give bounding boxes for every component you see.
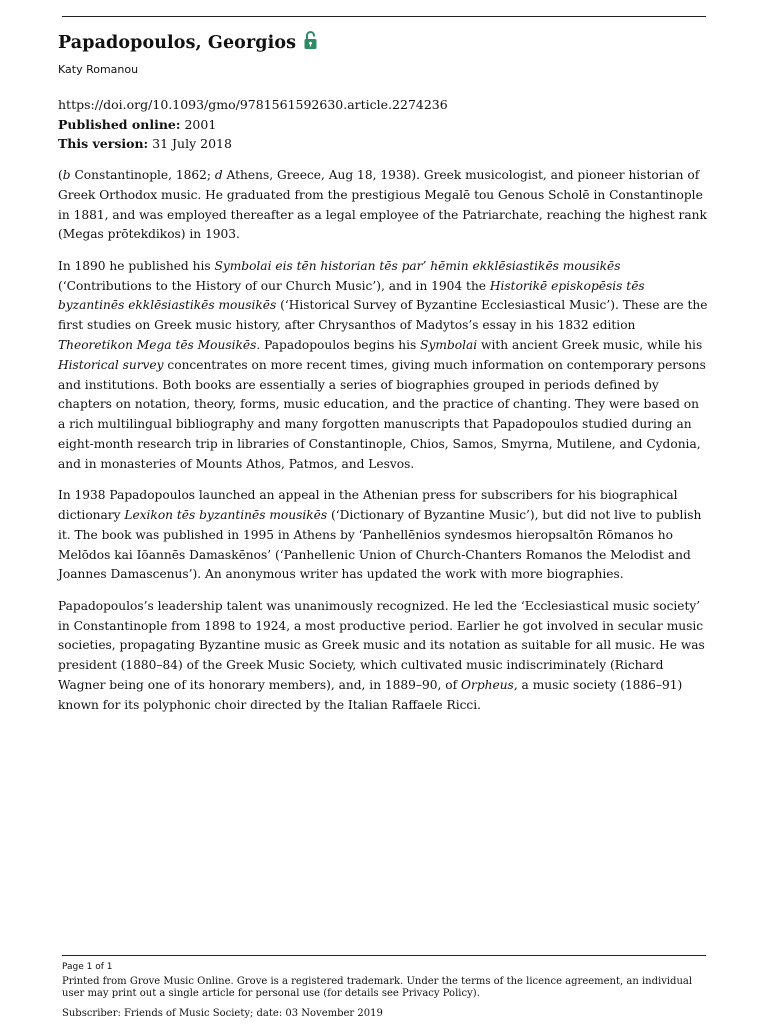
article-meta [58, 95, 448, 154]
text-span: (‘Historical Survey of Byzantine Ecclesiastical Music’). These are the first studies on Greek music history, after Chrysanthos of Madytos’s essay in his 1832 edition [58, 298, 708, 333]
italic-title: Lexikon tēs byzantinēs mousikēs [124, 507, 328, 522]
italic-title: Historikē episkopēsis tēs byzantinēs ekklēsiastikēs mousikēs [58, 278, 645, 313]
italic-title: Symbolai [420, 337, 478, 352]
author-name: Katy Romanou [58, 63, 139, 76]
article-title: Papadopoulos, Georgios [58, 33, 297, 53]
version-value: 31 July 2018 [152, 136, 232, 151]
article-body [58, 166, 710, 727]
text-span: , a music society (1886–91) known for its polyphonic choir directed by the Italian Raffaele Ricci. [58, 677, 683, 712]
subscriber-info: Subscriber: Friends of Music Society; date: 03 November 2019 [62, 1008, 383, 1019]
italic-title: Historical survey [58, 357, 164, 372]
paragraph-2 [58, 257, 710, 475]
text-span: In 1890 he published his [58, 258, 215, 273]
published-label: Published online: [58, 116, 181, 132]
text-span: In 1938 Papadopoulos launched an appeal in the Athenian press for subscribers for his biographical dictionary [58, 488, 678, 522]
this-version [58, 134, 448, 154]
born-abbr: b [62, 168, 71, 182]
text-span: (‘Dictionary of Byzantine Music’), but did not live to publish it. The book was published in 1995 in Athens by ‘Panhellēnios syndesmos hieropsaltōn Rōmanos ho Melōdos kai Iōannēs Damaskēnos’ (‘Panhellenic Union of Church-Chanters Romanos the Melodist and Joannes Damascenus’). An anonymous writer has updated the work with more biographies. [58, 507, 702, 582]
text-span: Constantinople, 1862; [70, 168, 215, 182]
died-abbr: d [214, 168, 223, 182]
italic-title: Theoretikon Mega tēs Mousikēs [58, 337, 257, 352]
print-notice: Printed from Grove Music Online. Grove is a registered trademark. Under the terms of the licence agreement, an individual user may print out a single article for personal use (for details see Privacy Policy). [62, 976, 693, 999]
published-online [58, 115, 448, 135]
italic-title: Symbolai eis tēn historian tēs par’ hēmin ekklēsiastikēs mousikēs [214, 258, 621, 273]
title-row [58, 33, 318, 53]
page-number: Page 1 of 1 [62, 962, 113, 972]
version-label: This version: [58, 136, 149, 151]
header-divider [62, 16, 706, 17]
footer-divider [62, 955, 706, 956]
text-span: concentrates on more recent times, giving much information on contemporary persons and institutions. Both books are essentially a series of biographies grouped in periods defined by chapters on notation, theory, forms, music education, and the practice of chanting. They were based on a rich multilingual bibliography and many forgotten manuscripts that Papadopoulos studied during an eight-month research trip in libraries of Constantinople, Chios, Samos, Smyrna, Mutilene, and Cydonia, and in monasteries of Mounts Athos, Patmos, and Lesvos. [58, 357, 706, 471]
paragraph-1: (b Constantinople, 1862; d Athens, Greece, Aug 18, 1938). Greek musicologist, and pioneer historian of Greek Orthodox music. He graduated from the prestigious Megalē tou Genous Scholē in Constantinople in 1881, and was employed thereafter as a legal employee of the Patriarchate, reaching the highest rank (Megas prōtekdikos) in 1903. [58, 168, 707, 242]
text-span: with ancient Greek music, while his [477, 337, 703, 352]
paragraph-4 [58, 597, 710, 716]
doi-link[interactable]: https://doi.org/10.1093/gmo/9781561592630.article.2274236 [58, 97, 448, 112]
text-span: Athens, Greece, Aug 18, 1938). Greek musicologist, and pioneer historian of Greek Orthodox music. He graduated from the prestigious Megalē tou Genous Scholē in Constantinople in 1881, and was employed thereafter as a legal employee of the Patriarchate, reaching the highest rank (Megas prōtekdikos) in 1903. [58, 168, 707, 242]
open-lock-icon [303, 30, 318, 50]
text-span: (‘Contributions to the History of our Church Music’), and in 1904 the [58, 278, 490, 293]
published-value: 2001 [184, 116, 217, 132]
text-span: Papadopoulos’s leadership talent was unanimously recognized. He led the ‘Ecclesiastical music society’ in Constantinople from 1898 to 1924, a most productive period. Earlier he got involved in secular music societies, propagating Byzantine music as Greek music and its notation as suitable for all music. He was president (1880–84) of the Greek Music Society, which cultivated music indiscriminately (Richard Wagner being one of its honorary members), and, in 1889–90, of [58, 598, 705, 692]
paragraph-3 [58, 486, 710, 585]
text-span: . Papadopoulos begins his [256, 337, 421, 352]
italic-title: Orpheus [461, 677, 514, 692]
